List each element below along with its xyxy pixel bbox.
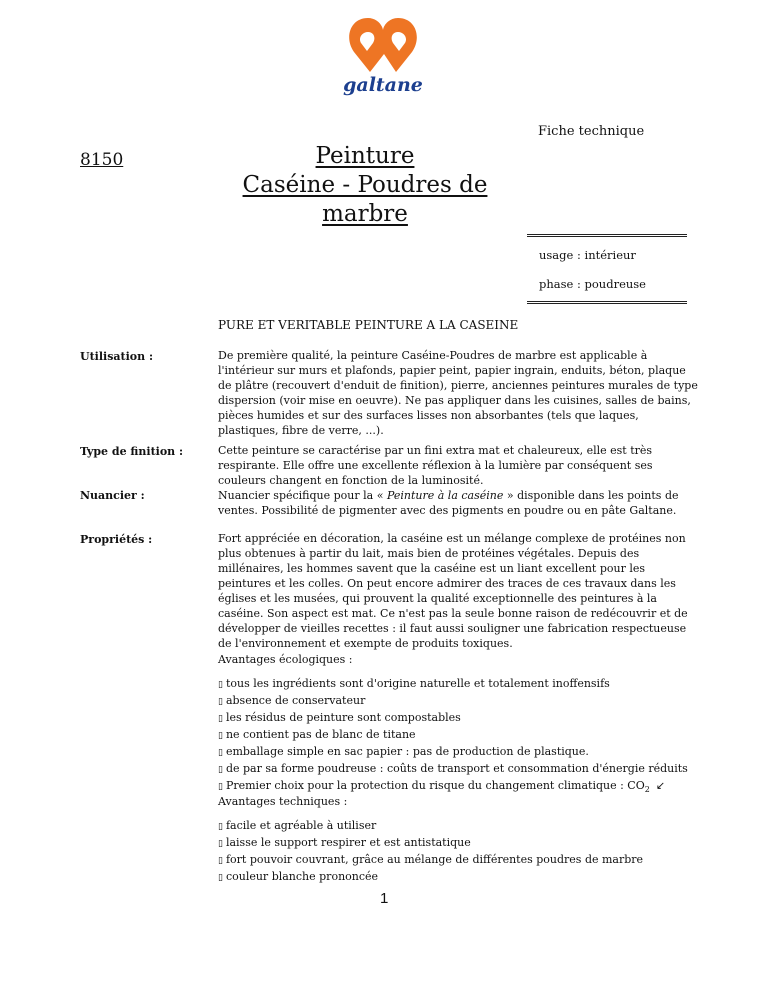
climate-text: Premier choix pour la protection du risque du changement climatique : CO [225,779,645,792]
nuancier-text-italic: Peinture à la caséine [386,489,504,502]
list-item: ▯ les résidus de peinture sont compostables [218,710,698,727]
document-type: Fiche technique [538,124,645,139]
list-item: ▯ tous les ingrédients sont d'origine naturelle et totalement inoffensifs [218,676,698,693]
tech-advantages-title: Avantages techniques : [218,795,348,808]
eco-advantages-title: Avantages écologiques : [218,653,353,666]
label-proprietes: Propriétés : [80,533,153,546]
section-heading: PURE ET VERITABLE PEINTURE A LA CASEINE [218,318,519,332]
page-title [200,142,530,229]
list-item: ▯ facile et agréable à utiliser [218,818,698,835]
list-item: ▯ emballage simple en sac papier : pas de production de plastique. [218,744,698,761]
list-item: ▯ fort pouvoir couvrant, grâce au mélange de différentes poudres de marbre [218,852,698,869]
label-finition: Type de finition : [80,445,184,458]
usage-value: usage : intérieur [539,248,636,262]
text-utilisation: De première qualité, la peinture Caséine-Poudres de marbre est applicable à l'intérieur sur murs et plafonds, papier peint, papier ingrain, enduits, béton, plaque de plâtre (recouvert d'enduit de finition), pierre, anciennes peintures murales de type dispersion (voir mise en oeuvre). Ne pas appliquer dans les cuisines, salles de bains, pièces humides et sur des surfaces lisses non absorbantes (tels que laques, plastiques, fibre de verre, ...). [218,349,698,437]
list-item: ▯ absence de conservateur [218,693,698,710]
list-item: ▯ de par sa forme poudreuse : coûts de transport et consommation d'énergie réduits [218,761,698,778]
text-proprietes: Fort appréciée en décoration, la caséine est un mélange complexe de protéines non plus obtenues à partir du lait, mais bien de protéines végétales. Depuis des millénaires, les hommes savent que la caséine est un liant excellent pour les peintures et les colles. On peut encore admirer des traces de ces travaux dans les églises et les musées, qui prouvent la qualité exceptionnelle des peintures à la caséine. Son aspect est mat. Ce n'est pas la seule bonne raison de redécouvrir et de développer de vieilles recettes : il faut aussi souligner une fabrication respectueuse de l'environnement et exempte de produits toxiques. [218,532,688,650]
arrow-down-left-icon: ↙ [655,779,666,792]
list-item: ▯ ne contient pas de blanc de titane [218,727,698,744]
title-line-1: Peinture [315,143,415,169]
label-utilisation: Utilisation : [80,350,154,363]
galtane-logo-icon [340,10,426,76]
co2-subscript: 2 [644,785,650,795]
eco-advantages-list [218,676,698,797]
phase-value: phase : poudreuse [539,277,646,291]
nuancier-text-2: » disponible dans les points de ventes. Possibilité de pigmenter avec des pigments en poudre ou en pâte Galtane. [218,489,679,517]
label-nuancier: Nuancier : [80,489,145,502]
text-nuancier [218,488,698,518]
title-line-2: Caséine - Poudres de marbre [242,172,488,227]
list-item: ▯ laisse le support respirer et est antistatique [218,835,698,852]
brand-logo [333,10,433,96]
usage-box [527,234,687,304]
brand-name: galtane [343,74,423,96]
product-code: 8150 [80,150,124,170]
list-item: ▯ couleur blanche prononcée [218,869,698,886]
tech-advantages-list [218,818,698,886]
nuancier-text-1: Nuancier spécifique pour la « [218,489,387,502]
text-finition: Cette peinture se caractérise par un fini extra mat et chaleureux, elle est très respirante. Elle offre une excellente réflexion à la lumière par conséquent ses couleurs changent en fonction de la luminosité. [218,444,653,487]
page-number: 1 [380,890,389,907]
